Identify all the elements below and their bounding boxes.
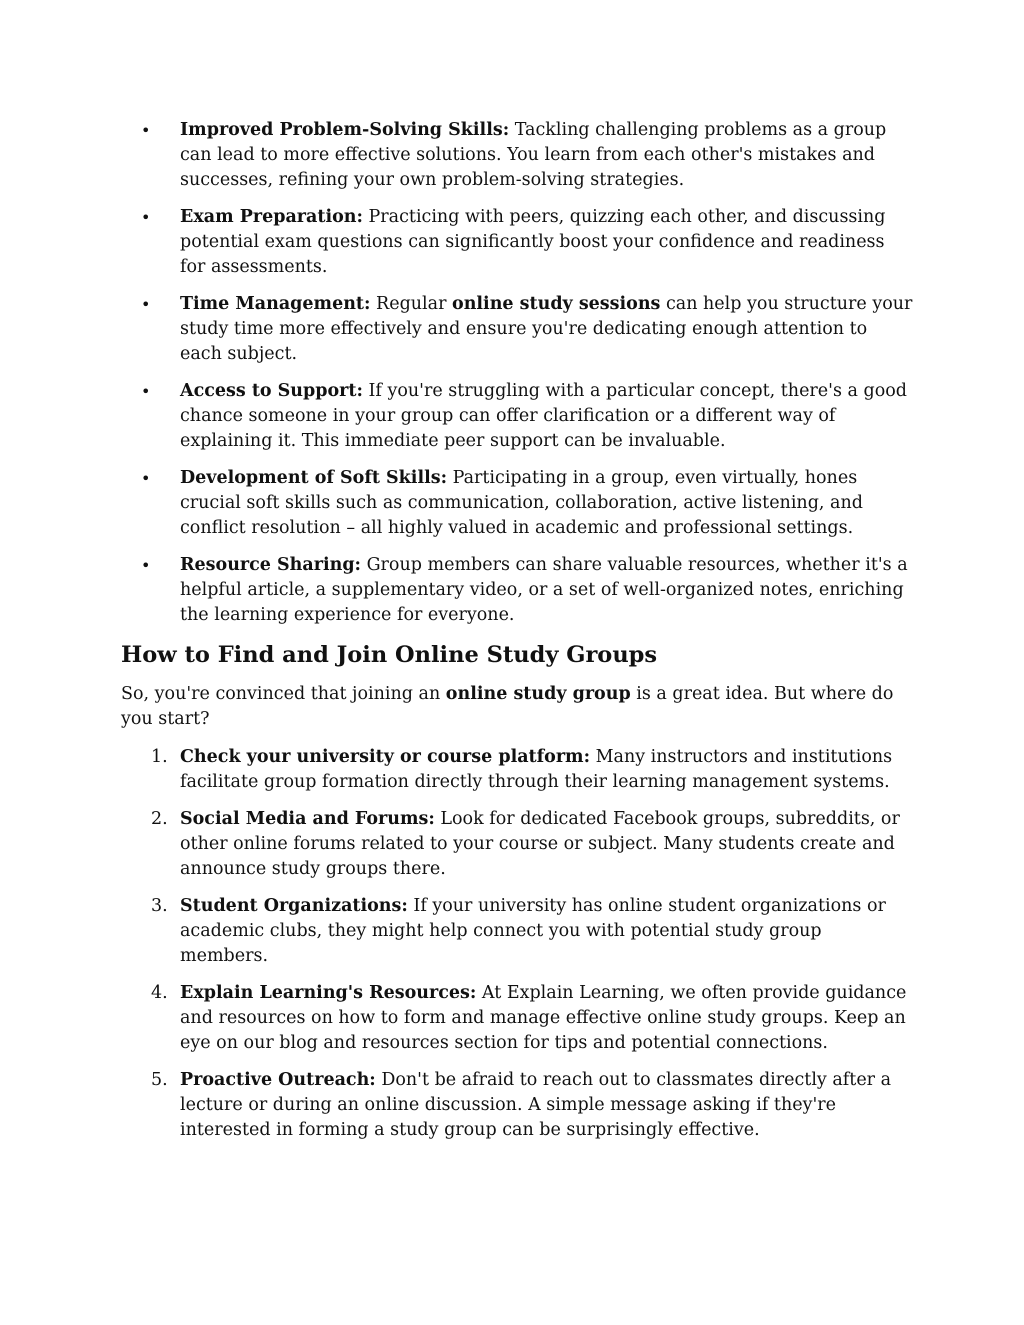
- item-text: Look for dedicated Facebook groups, subreddits, or other online forums related to your course or subject. Many students create and announce study groups there.: [180, 809, 900, 879]
- item-text: If your university has online student organizations or academic clubs, they might help connect you with potential study group members.: [180, 896, 886, 966]
- list-item: [121, 894, 914, 969]
- item-lead: Development of Soft Skills:: [180, 468, 448, 488]
- list-item: [121, 379, 914, 454]
- bullet-icon: •: [141, 382, 151, 401]
- intro-text: So, you're convinced that joining an: [121, 684, 446, 704]
- item-lead: Explain Learning's Resources:: [180, 983, 477, 1003]
- item-text: Don't be afraid to reach out to classmates directly after a lecture or during an online discussion. A simple message asking if they're interested in forming a study group can be surprisingly effective.: [180, 1070, 892, 1140]
- item-text: Group members can share valuable resources, whether it's a helpful article, a supplementary video, or a set of well-organized notes, enriching the learning experience for everyone.: [180, 555, 908, 625]
- steps-list: [121, 745, 914, 1143]
- item-text: Many instructors and institutions facilitate group formation directly through their learning management systems.: [180, 747, 893, 792]
- step-number: 5.: [151, 1070, 168, 1090]
- bullet-icon: •: [141, 121, 151, 140]
- item-text: Participating in a group, even virtually, hones crucial soft skills such as communication, collaboration, active listening, and conflict resolution – all highly valued in academic and professional settings.: [180, 468, 863, 538]
- bullet-icon: •: [141, 469, 151, 488]
- item-lead: Student Organizations:: [180, 896, 408, 916]
- list-item: [121, 118, 914, 193]
- item-lead: Improved Problem-Solving Skills:: [180, 120, 510, 140]
- intro-text: is a great idea. But where do you start?: [121, 684, 894, 729]
- list-item: [121, 807, 914, 882]
- list-item: [121, 745, 914, 795]
- item-lead: Time Management:: [180, 294, 371, 314]
- bullet-icon: •: [141, 208, 151, 227]
- list-item: [121, 1068, 914, 1143]
- item-text: If you're struggling with a particular concept, there's a good chance someone in your group can offer clarification or a different way of explaining it. This immediate peer support can be invaluable.: [180, 381, 907, 451]
- list-item: [121, 292, 914, 367]
- benefits-list: [121, 118, 914, 628]
- item-text: can help you structure your study time more effectively and ensure you're dedicating enough attention to each subject.: [180, 294, 913, 364]
- item-lead: Resource Sharing:: [180, 555, 362, 575]
- intro-emphasis: online study group: [445, 684, 631, 704]
- step-number: 1.: [151, 747, 168, 767]
- step-number: 2.: [151, 809, 168, 829]
- bullet-icon: •: [141, 556, 151, 575]
- step-number: 4.: [151, 983, 168, 1003]
- item-lead: Proactive Outreach:: [180, 1070, 376, 1090]
- list-item: [121, 553, 914, 628]
- item-lead: Check your university or course platform:: [180, 747, 591, 767]
- item-lead: Access to Support:: [180, 381, 363, 401]
- item-text: Practicing with peers, quizzing each other, and discussing potential exam questions can significantly boost your confidence and readiness for assessments.: [180, 207, 886, 277]
- list-item: [121, 981, 914, 1056]
- item-emphasis: online study sessions: [452, 294, 661, 314]
- item-text: Tackling challenging problems as a group can lead to more effective solutions. You learn from each other's mistakes and successes, refining your own problem-solving strategies.: [180, 120, 887, 190]
- step-number: 3.: [151, 896, 168, 916]
- list-item: [121, 205, 914, 280]
- item-lead: Social Media and Forums:: [180, 809, 435, 829]
- item-text: Regular: [370, 294, 453, 314]
- bullet-icon: •: [141, 295, 151, 314]
- item-text: At Explain Learning, we often provide guidance and resources on how to form and manage effective online study groups. Keep an eye on our blog and resources section for tips and potential connections.: [180, 983, 907, 1053]
- intro-paragraph: [121, 682, 914, 732]
- list-item: [121, 466, 914, 541]
- item-lead: Exam Preparation:: [180, 207, 363, 227]
- section-heading: How to Find and Join Online Study Groups: [121, 642, 658, 668]
